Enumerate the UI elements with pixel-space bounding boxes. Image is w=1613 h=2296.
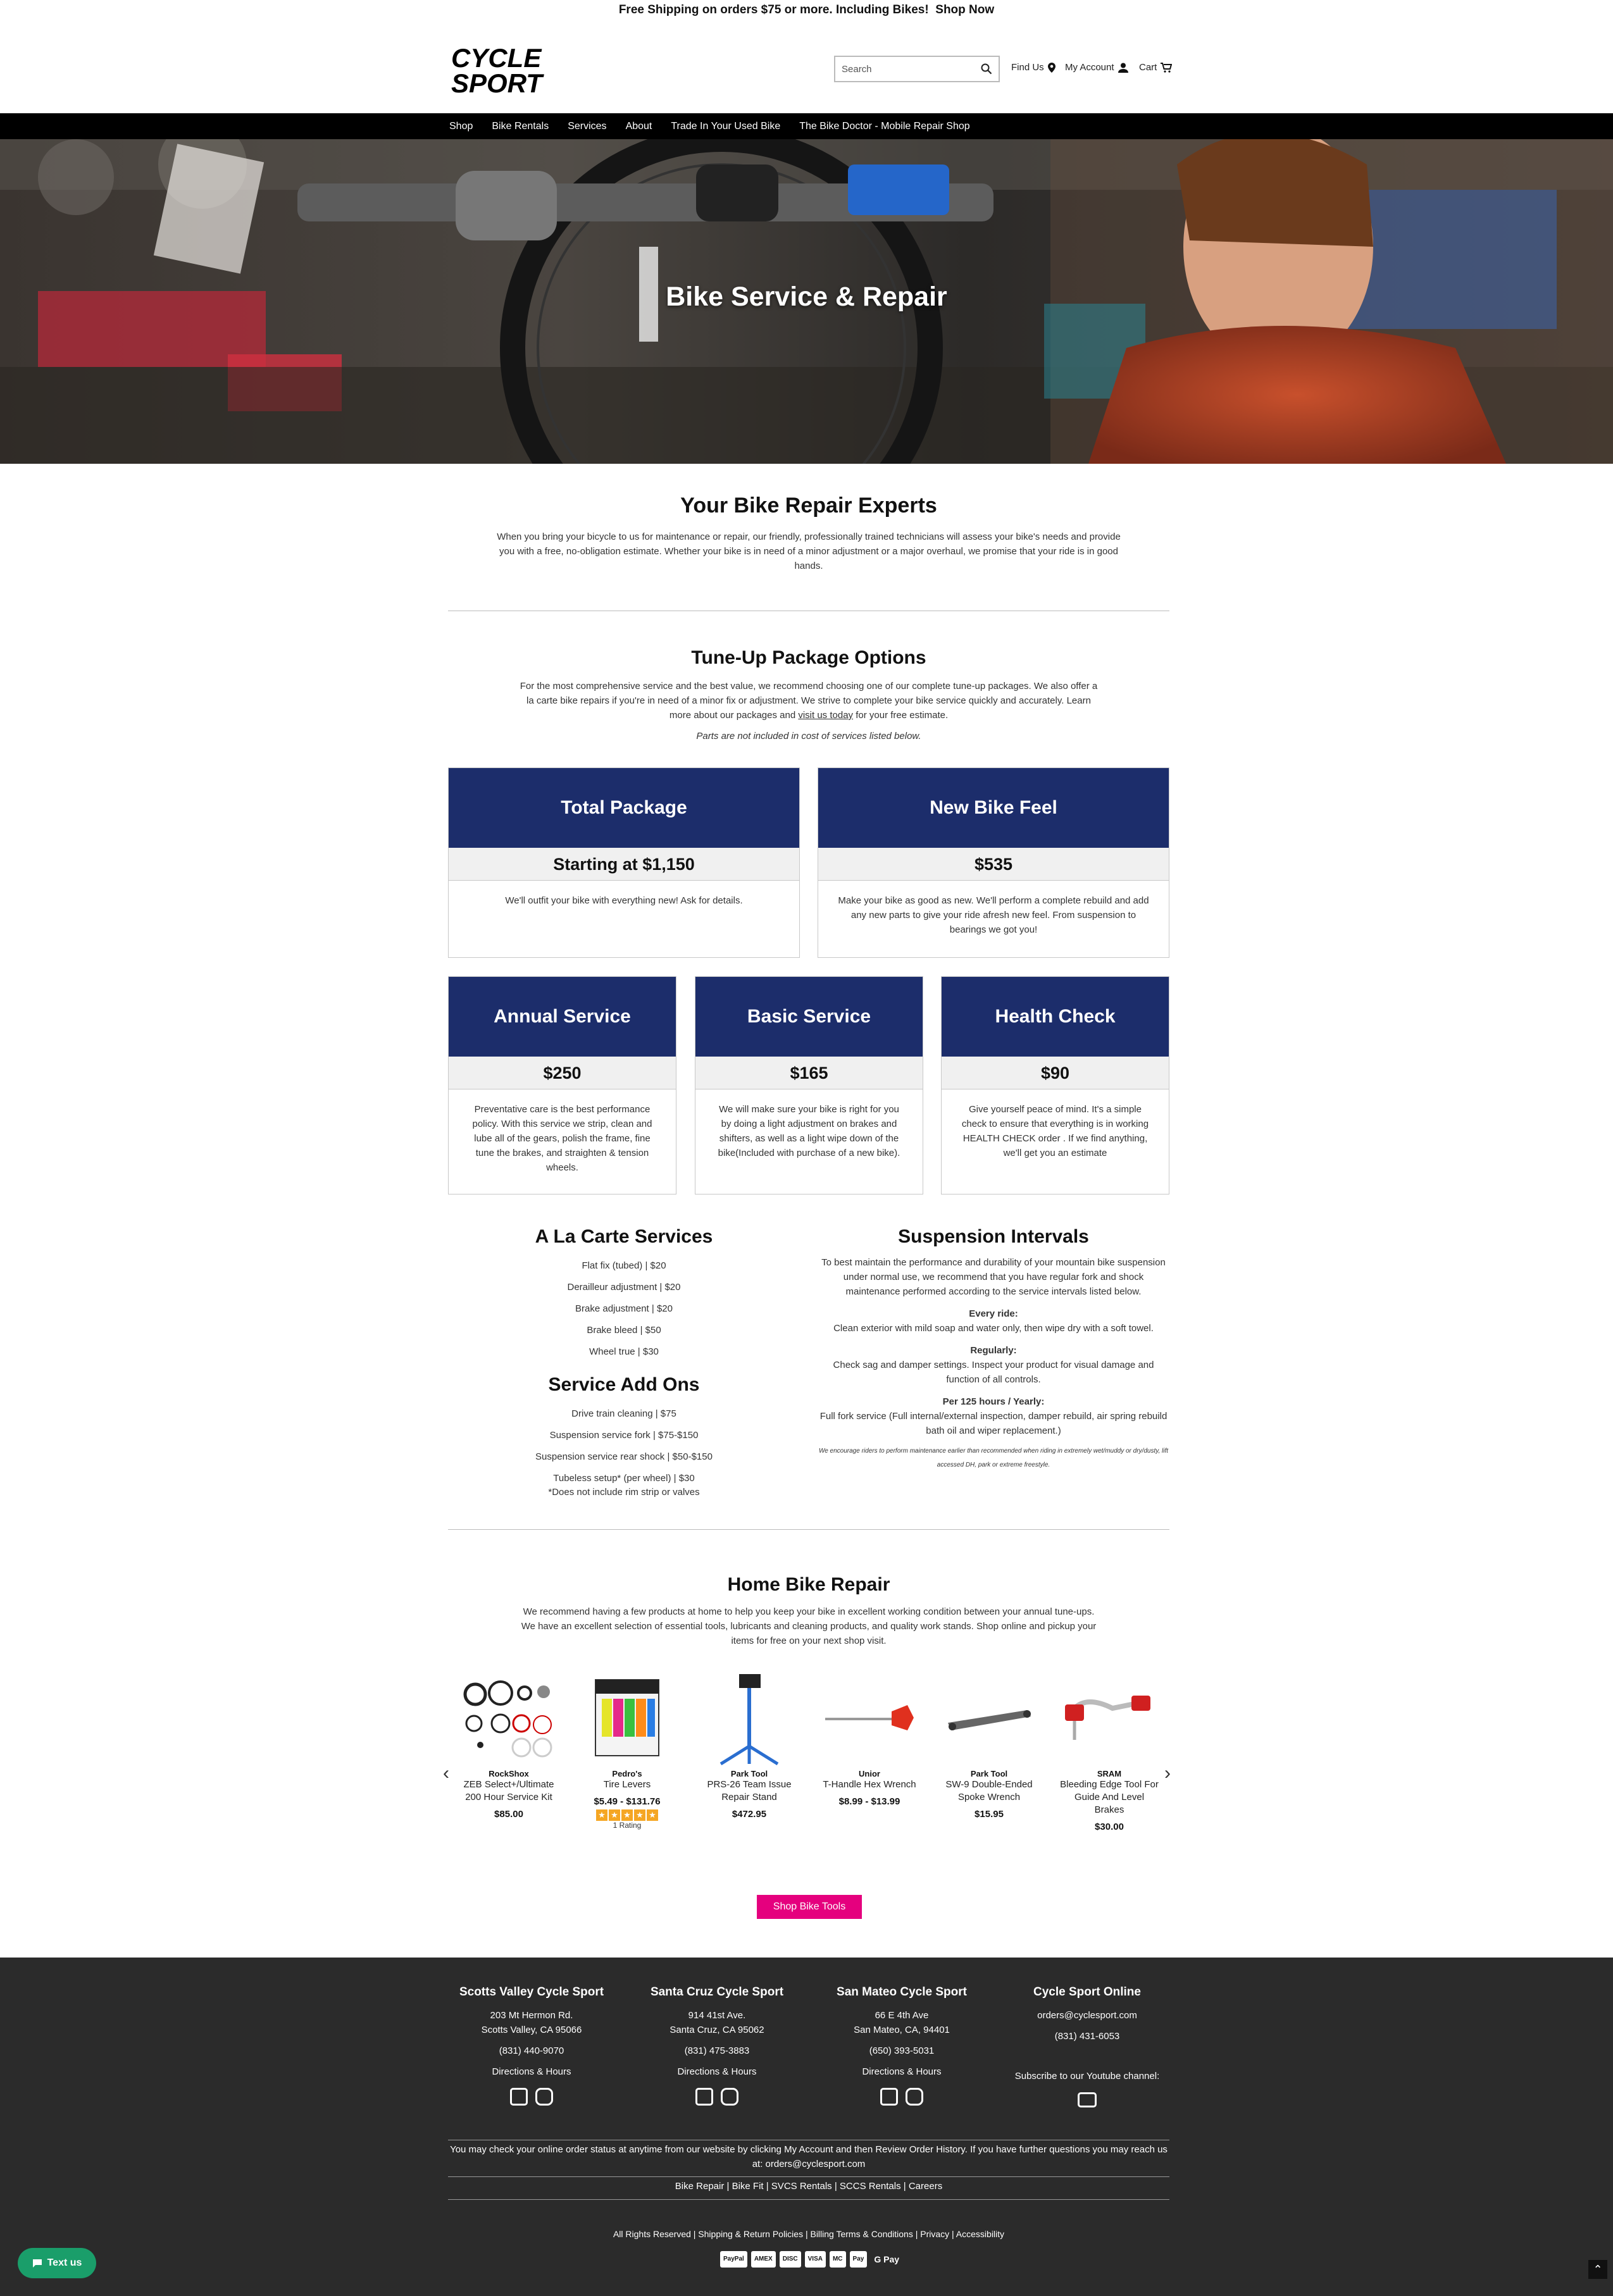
alacarte-item: Flat fix (tubed) | $20 xyxy=(582,1260,666,1271)
package-price: $250 xyxy=(449,1057,676,1089)
package-desc: Preventative care is the best performance policy. With this service we strip, clean and lube all of the gears, polish the frame, fine tune the brakes, and straighten & tension wheels. xyxy=(472,1104,652,1173)
star-icon: ★ xyxy=(596,1809,607,1821)
nav-item-services[interactable]: Services xyxy=(568,120,607,132)
product-name[interactable]: PRS-26 Team Issue Repair Stand xyxy=(707,1779,792,1803)
chevron-up-icon: ⌃ xyxy=(1593,2263,1603,2276)
product-price: $472.95 xyxy=(732,1809,767,1820)
visit-us-today-link[interactable]: visit us today xyxy=(798,710,854,721)
store-name: Scotts Valley Cycle Sport xyxy=(459,1985,604,1999)
directions-link[interactable]: Directions & Hours xyxy=(862,2066,942,2077)
promo-shop-now-link[interactable]: Shop Now xyxy=(935,3,995,16)
package-price: $535 xyxy=(818,848,1169,881)
text-us-label: Text us xyxy=(47,2257,82,2268)
facebook-icon[interactable] xyxy=(510,2088,528,2106)
product-image-service-kit[interactable] xyxy=(458,1670,559,1765)
product-image-bleeding-tool[interactable] xyxy=(1059,1670,1160,1765)
product-image-hex-wrench[interactable] xyxy=(819,1670,920,1765)
mastercard-icon: MC xyxy=(830,2251,846,2268)
package-name: New Bike Feel xyxy=(818,768,1169,848)
instagram-icon[interactable] xyxy=(535,2088,553,2106)
site-logo[interactable] xyxy=(451,44,606,94)
store-address: 914 41st Ave. xyxy=(688,2010,746,2021)
package-name: Annual Service xyxy=(449,977,676,1057)
package-card-basic xyxy=(695,976,923,1195)
payment-icons xyxy=(720,2251,902,2268)
suspension-title: Suspension Intervals xyxy=(898,1226,1089,1247)
regularly-label: Regularly: xyxy=(970,1345,1017,1356)
package-price: $165 xyxy=(695,1057,923,1089)
youtube-label: Subscribe to our Youtube channel: xyxy=(1014,2071,1160,2082)
directions-link[interactable]: Directions & Hours xyxy=(677,2066,757,2077)
store-name: Santa Cruz Cycle Sport xyxy=(650,1985,784,1999)
addon-item: Tubeless setup* (per wheel) | $30 xyxy=(553,1473,695,1484)
footer-links[interactable]: Bike Repair | Bike Fit | SVCS Rentals | SCCS Rentals | Careers xyxy=(675,2181,943,2192)
product-name[interactable]: Bleeding Edge Tool For Guide And Level Brakes xyxy=(1060,1779,1159,1815)
footer-store-santa-cruz xyxy=(632,1985,802,2106)
store-address: San Mateo, CA, 94401 xyxy=(854,2025,950,2035)
instagram-icon[interactable] xyxy=(906,2088,923,2106)
product-price: $15.95 xyxy=(975,1809,1004,1820)
package-desc: We will make sure your bike is right for you by doing a light adjustment on brakes and shifters, as well as a light wipe down of the bike(Included with purchase of a new bike). xyxy=(718,1104,900,1158)
online-email[interactable]: orders@cyclesport.com xyxy=(1037,2010,1137,2021)
tuneup-body-post: for your free estimate. xyxy=(856,710,949,721)
rating-count[interactable]: 1 Rating xyxy=(613,1821,642,1830)
header xyxy=(0,23,1613,113)
google-pay-icon: G Pay xyxy=(874,2254,900,2264)
footer-store-scotts-valley xyxy=(446,1985,617,2106)
text-us-button[interactable] xyxy=(18,2248,96,2278)
star-icon: ★ xyxy=(621,1809,633,1821)
product-name[interactable]: Tire Levers xyxy=(603,1779,651,1790)
package-desc: Make your bike as good as new. We'll perform a complete rebuild and add any new parts to give your ride afresh new feel. From suspension to bearings we got you! xyxy=(838,895,1149,935)
home-repair-body: We recommend having a few products at home to help you keep your bike in excellent working condition between your annual tune-ups. We have an excellent selection of essential tools, lubricants and cleaning products, and quality work stands. Shop online and pickup your items for free on your next shop visit. xyxy=(521,1606,1097,1646)
addon-item: Suspension service rear shock | $50-$150 xyxy=(535,1451,713,1462)
search-icon[interactable] xyxy=(981,63,992,75)
my-account-link[interactable] xyxy=(1065,62,1128,73)
store-address: 203 Mt Hermon Rd. xyxy=(490,2010,573,2021)
find-us-label: Find Us xyxy=(1011,62,1044,73)
product-name[interactable]: ZEB Select+/Ultimate 200 Hour Service Kit xyxy=(463,1779,554,1803)
package-card-total xyxy=(448,767,800,958)
product-brand: Park Tool xyxy=(970,1769,1008,1778)
footer-divider xyxy=(448,2176,1169,2177)
chat-icon xyxy=(32,2258,42,2268)
logo-bottom-text: SPORT xyxy=(451,68,542,94)
instagram-icon[interactable] xyxy=(721,2088,738,2106)
parts-note: Parts are not included in cost of services listed below. xyxy=(696,731,921,742)
product-image-spoke-wrench[interactable] xyxy=(938,1670,1040,1765)
user-icon xyxy=(1118,63,1128,73)
footer-store-san-mateo xyxy=(816,1985,987,2106)
alacarte-section xyxy=(448,1226,800,1499)
cart-link[interactable] xyxy=(1139,62,1172,73)
star-icon: ★ xyxy=(647,1809,658,1821)
yearly-text: Full fork service (Full internal/external inspection, damper rebuild, air spring rebuild bath oil and wiper replacement.) xyxy=(819,1411,1168,1436)
online-phone[interactable]: (831) 431-6053 xyxy=(1054,2031,1120,2042)
package-card-health-check xyxy=(941,976,1169,1195)
cart-label: Cart xyxy=(1139,62,1157,73)
product-card[interactable] xyxy=(938,1670,1040,1820)
product-brand: Pedro's xyxy=(612,1769,642,1778)
footer xyxy=(0,1958,1613,2296)
experts-body: When you bring your bicycle to us for maintenance or repair, our friendly, professionally trained technicians will assess your bike's needs and provide you with a free, no-obligation estimate. Whether your bike is in need of a minor adjustment or a major overhaul, we promise that your ride is in good hands. xyxy=(497,531,1121,571)
product-price: $5.49 - $131.76 xyxy=(594,1796,661,1807)
product-image-tire-levers[interactable] xyxy=(576,1670,678,1765)
product-card[interactable] xyxy=(819,1670,920,1807)
promo-bar xyxy=(0,0,1613,23)
store-phone[interactable]: (831) 440-9070 xyxy=(499,2045,564,2056)
package-price: $90 xyxy=(942,1057,1169,1089)
alacarte-item: Wheel true | $30 xyxy=(589,1346,659,1357)
facebook-icon[interactable] xyxy=(695,2088,713,2106)
addons-title: Service Add Ons xyxy=(548,1374,700,1395)
addon-note: *Does not include rim strip or valves xyxy=(548,1487,700,1498)
product-brand: SRAM xyxy=(1097,1769,1122,1778)
home-repair-section xyxy=(448,1574,1169,1648)
footer-legal-links[interactable]: All Rights Reserved | Shipping & Return Policies | Billing Terms & Conditions | Privacy | Accessibility xyxy=(613,2229,1005,2239)
store-address: 66 E 4th Ave xyxy=(875,2010,929,2021)
discover-icon: DISC xyxy=(780,2251,801,2268)
carousel-prev-arrow[interactable]: ‹ xyxy=(443,1763,449,1784)
store-phone[interactable]: (650) 393-5031 xyxy=(869,2045,935,2056)
product-brand: Park Tool xyxy=(730,1769,768,1778)
nav-item-about[interactable]: About xyxy=(625,120,652,132)
tuneup-title: Tune-Up Package Options xyxy=(691,647,926,668)
product-brand: RockShox xyxy=(489,1769,529,1778)
nav-item-bike-doctor[interactable]: The Bike Doctor - Mobile Repair Shop xyxy=(799,120,970,132)
store-address: Santa Cruz, CA 95062 xyxy=(669,2025,764,2035)
nav-item-trade-in[interactable]: Trade In Your Used Bike xyxy=(671,120,781,132)
product-name[interactable]: SW-9 Double-Ended Spoke Wrench xyxy=(945,1779,1033,1803)
star-icon: ★ xyxy=(634,1809,645,1821)
find-us-link[interactable] xyxy=(1011,62,1056,73)
product-image-repair-stand[interactable] xyxy=(699,1670,800,1765)
regularly-text: Check sag and damper settings. Inspect your product for visual damage and function of all controls. xyxy=(833,1360,1154,1385)
suspension-disclaimer: We encourage riders to perform maintenance earlier than recommended when riding in extremely wet/muddy or dry/dusty, lift accessed DH, park or extreme freestyle. xyxy=(818,1448,1169,1468)
every-ride-label: Every ride: xyxy=(969,1308,1018,1319)
divider xyxy=(448,1529,1169,1530)
package-desc: We'll outfit your bike with everything new! Ask for details. xyxy=(505,895,743,906)
product-card[interactable] xyxy=(1059,1670,1160,1832)
hero-title: Bike Service & Repair xyxy=(666,282,947,312)
product-price: $8.99 - $13.99 xyxy=(838,1796,900,1807)
product-card[interactable] xyxy=(576,1670,678,1830)
nav-item-bike-rentals[interactable]: Bike Rentals xyxy=(492,120,549,132)
alacarte-item: Brake bleed | $50 xyxy=(587,1325,661,1336)
star-icon: ★ xyxy=(609,1809,620,1821)
package-card-new-bike-feel xyxy=(818,767,1169,958)
paypal-icon: PayPal xyxy=(720,2251,747,2268)
product-brand: Unior xyxy=(859,1769,880,1778)
amex-icon: AMEX xyxy=(751,2251,776,2268)
facebook-icon[interactable] xyxy=(880,2088,898,2106)
scroll-to-top-button[interactable] xyxy=(1588,2260,1607,2279)
alacarte-item: Derailleur adjustment | $20 xyxy=(567,1282,681,1293)
map-pin-icon xyxy=(1048,63,1056,73)
product-name[interactable]: T-Handle Hex Wrench xyxy=(823,1779,916,1790)
cart-icon xyxy=(1161,63,1172,73)
store-name: San Mateo Cycle Sport xyxy=(837,1985,967,1999)
visa-icon: VISA xyxy=(805,2251,826,2268)
package-name: Total Package xyxy=(449,768,799,848)
experts-title: Your Bike Repair Experts xyxy=(680,493,937,518)
product-card[interactable] xyxy=(699,1670,800,1820)
product-card[interactable] xyxy=(458,1670,559,1820)
experts-section xyxy=(448,493,1169,573)
tuneup-body-text: For the most comprehensive service and the best value, we recommend choosing one of our complete tune-up packages. We also offer a la carte bike repairs if you're in need of a minor fix or adjustment. We strive to complete your bike service quickly and accurately. Learn more about our packages and xyxy=(520,681,1098,721)
rating-stars xyxy=(576,1809,678,1821)
package-price: Starting at $1,150 xyxy=(449,848,799,881)
tuneup-body xyxy=(518,679,1100,723)
logo-top-text: CYCLE xyxy=(451,44,542,73)
apple-pay-icon: Pay xyxy=(850,2251,868,2268)
store-address: Scotts Valley, CA 95066 xyxy=(481,2025,582,2035)
yearly-label: Per 125 hours / Yearly: xyxy=(942,1396,1045,1407)
alacarte-item: Brake adjustment | $20 xyxy=(575,1303,673,1314)
promo-text: Free Shipping on orders $75 or more. Including Bikes! xyxy=(618,3,929,16)
youtube-icon[interactable] xyxy=(1078,2092,1097,2107)
alacarte-title: A La Carte Services xyxy=(535,1226,713,1247)
online-name: Cycle Sport Online xyxy=(1033,1985,1141,1999)
shop-bike-tools-button[interactable]: Shop Bike Tools xyxy=(757,1895,862,1919)
home-repair-title: Home Bike Repair xyxy=(727,1574,890,1595)
product-price: $30.00 xyxy=(1095,1821,1124,1832)
directions-link[interactable]: Directions & Hours xyxy=(492,2066,571,2077)
suspension-intro: To best maintain the performance and durability of your mountain bike suspension under normal use, we recommend that you have regular fork and shock maintenance performed according to the service intervals listed below. xyxy=(821,1257,1166,1297)
carousel-next-arrow[interactable]: › xyxy=(1164,1763,1171,1784)
store-phone[interactable]: (831) 475-3883 xyxy=(684,2045,750,2056)
product-price: $85.00 xyxy=(494,1809,523,1820)
nav-item-shop[interactable]: Shop xyxy=(449,120,473,132)
search-input[interactable]: Search xyxy=(842,63,872,75)
hero-banner xyxy=(0,139,1613,464)
package-name: Health Check xyxy=(942,977,1169,1057)
package-name: Basic Service xyxy=(695,977,923,1057)
package-card-annual xyxy=(448,976,676,1195)
main-nav xyxy=(0,113,1613,139)
every-ride-text: Clean exterior with mild soap and water only, then wipe dry with a soft towel. xyxy=(833,1323,1154,1334)
footer-online xyxy=(1002,1985,1173,2107)
package-desc: Give yourself peace of mind. It's a simple check to ensure that everything is in working HEALTH CHECK order . If we find anything, we'll get you an estimate xyxy=(961,1104,1149,1158)
addon-item: Drive train cleaning | $75 xyxy=(571,1408,676,1419)
tuneup-section xyxy=(448,647,1169,743)
addon-item: Suspension service fork | $75-$150 xyxy=(549,1430,699,1441)
suspension-section xyxy=(818,1226,1169,1472)
order-status-note: You may check your online order status at anytime from our website by clicking My Account and then Review Order History. If you have further questions you may reach us at: orders@cyclesport.com xyxy=(450,2144,1168,2169)
my-account-label: My Account xyxy=(1065,62,1114,73)
footer-divider xyxy=(448,2199,1169,2200)
search-box[interactable] xyxy=(834,56,1000,82)
